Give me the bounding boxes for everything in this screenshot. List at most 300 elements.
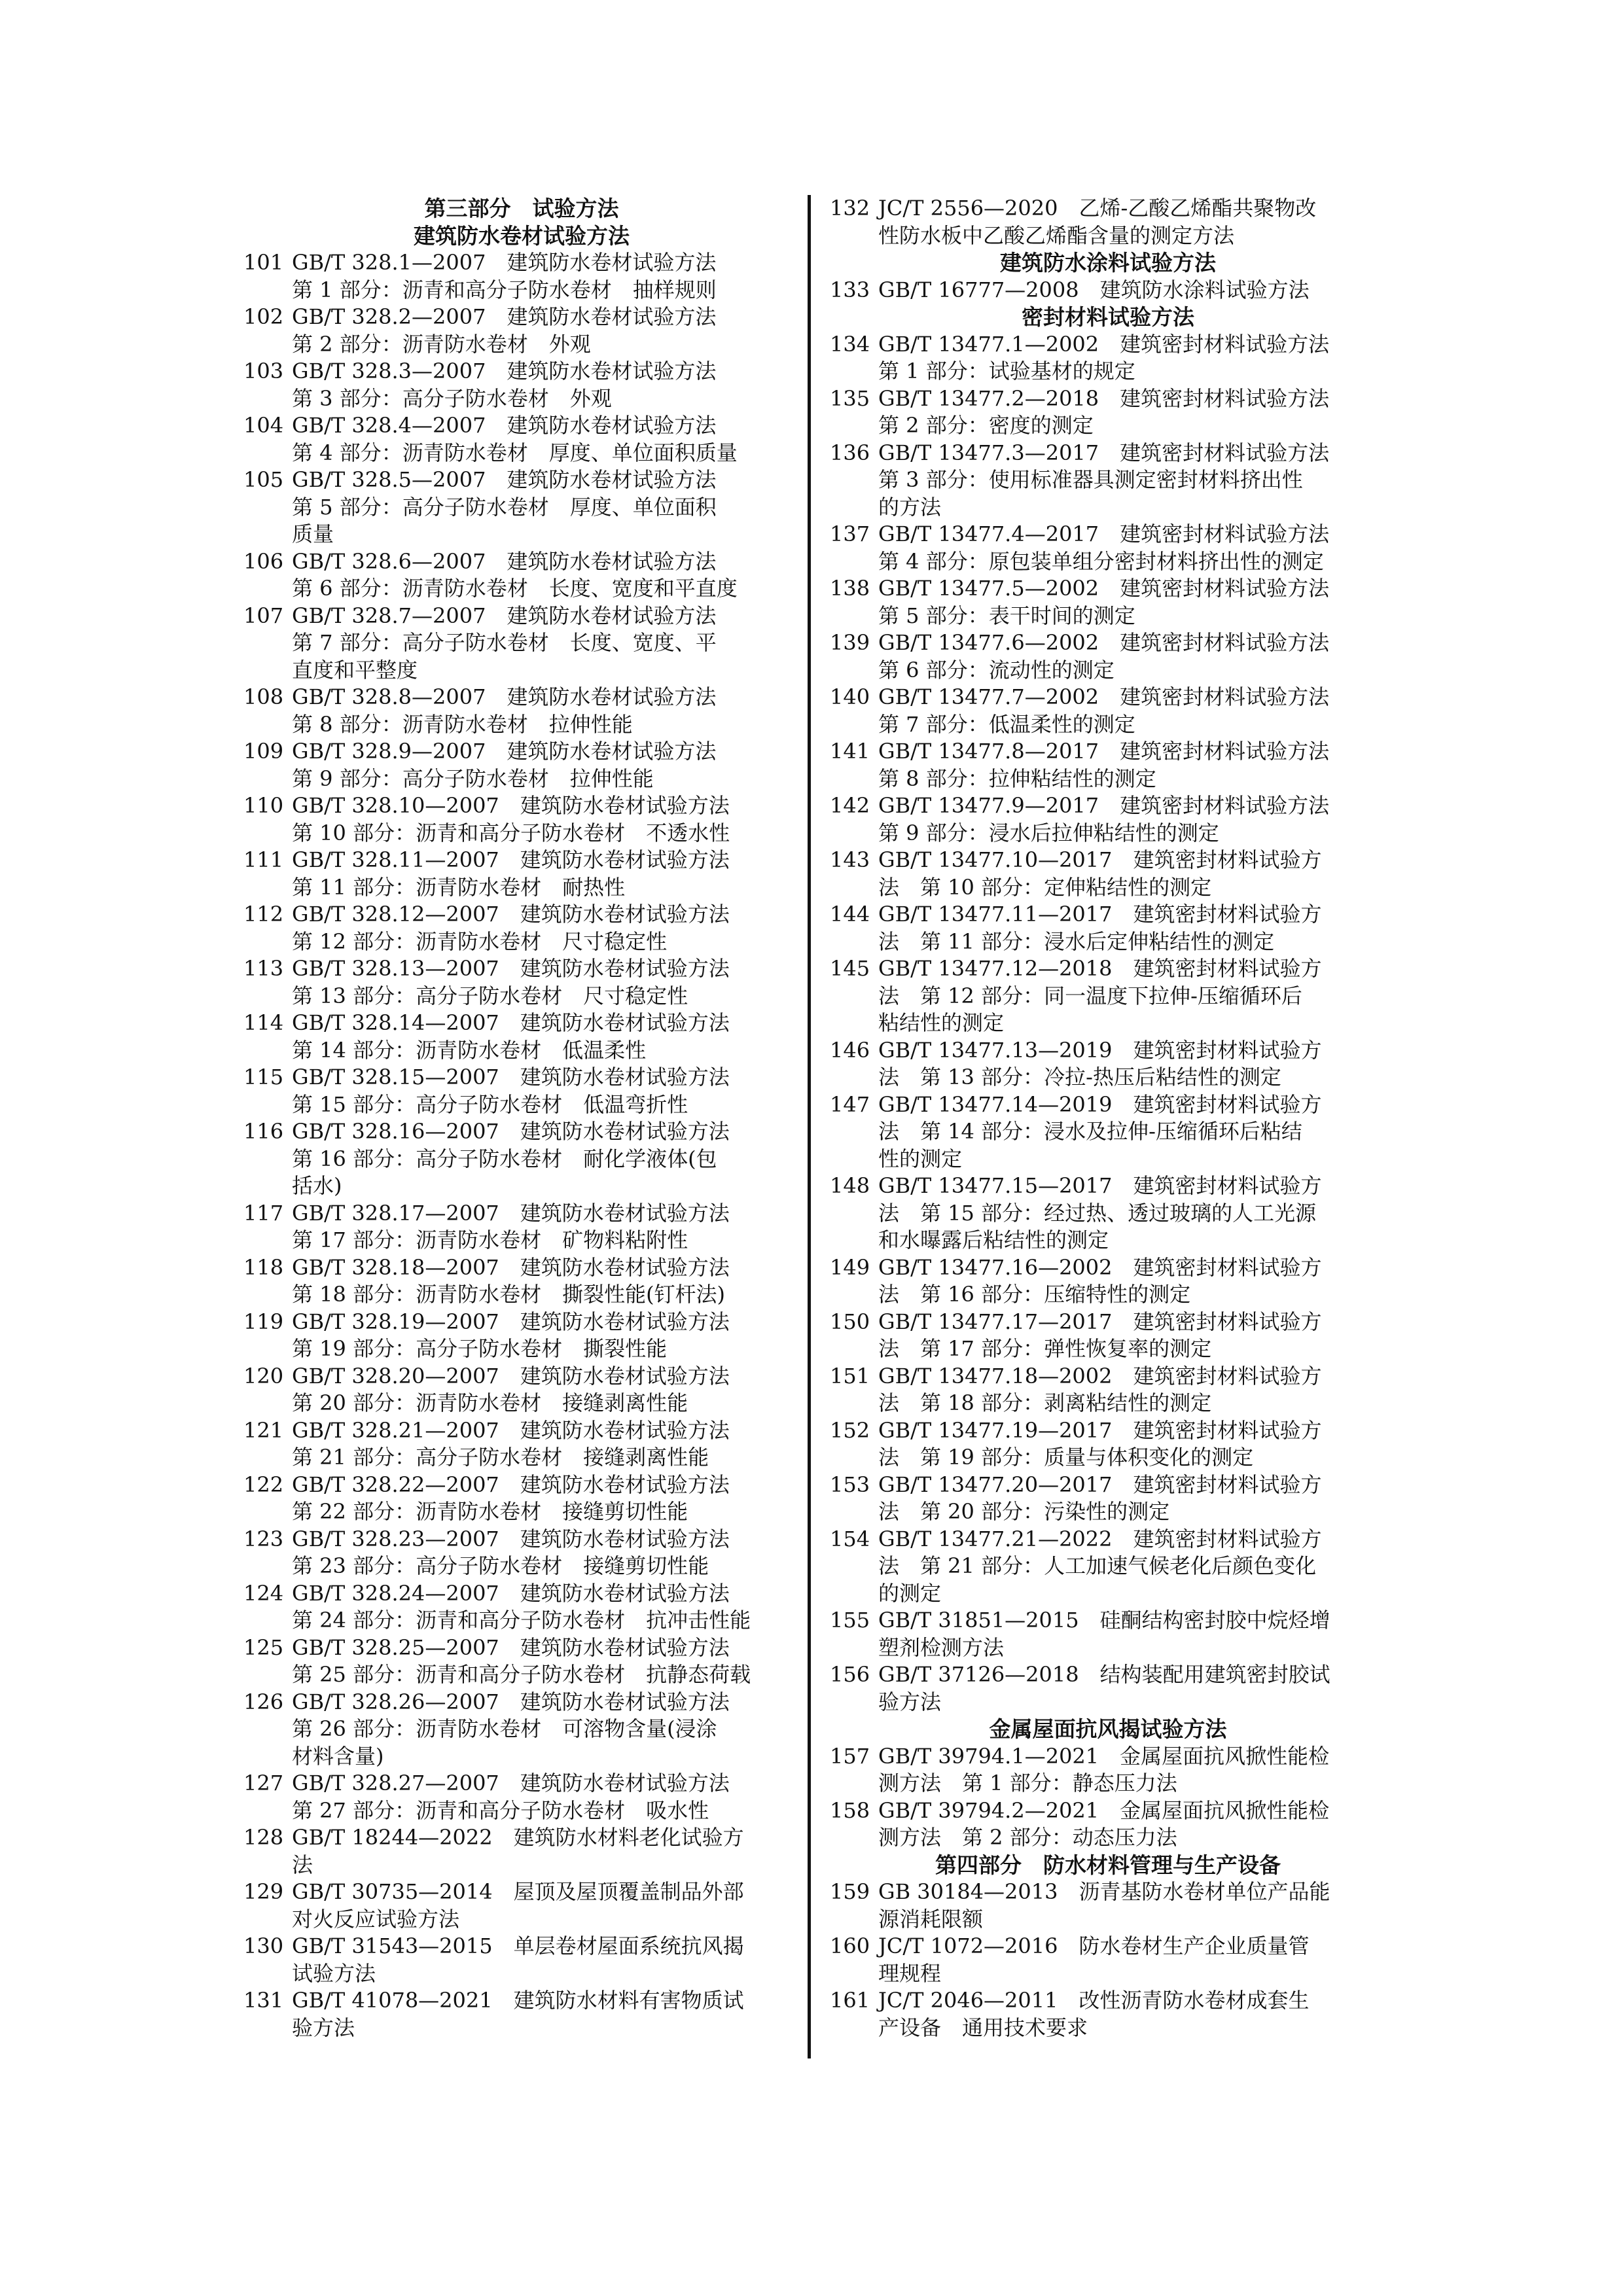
entry-line: GB/T 13477.16—2002 建筑密封材料试验方: [878, 1254, 1322, 1280]
standard-entry: [243, 955, 800, 1010]
entry-line: GB/T 39794.1—2021 金属屋面抗风掀性能检: [878, 1743, 1330, 1769]
entry-text: [878, 331, 1386, 385]
standard-entry: [243, 1064, 800, 1118]
entry-text: [878, 385, 1386, 440]
standard-entry: [830, 1472, 1386, 1526]
entry-text: [878, 195, 1386, 249]
entry-line: 第 26 部分：沥青防水卷材 可溶物含量(浸涂: [292, 1716, 717, 1741]
standard-entry: [243, 1417, 800, 1472]
entry-number: 129: [243, 1879, 284, 1904]
entry-number: 103: [243, 359, 284, 383]
entry-line: 第 7 部分：高分子防水卷材 长度、宽度、平: [292, 630, 717, 655]
entry-number: 147: [830, 1091, 870, 1117]
entry-line: 法 第 12 部分：同一温度下拉伸-压缩循环后: [878, 983, 1302, 1008]
entry-number: 143: [830, 847, 870, 872]
standard-entry: [243, 901, 800, 955]
entry-number: 114: [243, 1010, 284, 1035]
entry-line: GB/T 328.1—2007 建筑防水卷材试验方法: [292, 250, 717, 275]
entry-number: 104: [243, 413, 284, 438]
standard-entry: [830, 1879, 1386, 1933]
entry-number: 156: [830, 1662, 870, 1687]
entry-text: [878, 1933, 1386, 1987]
standard-entry: [830, 1309, 1386, 1363]
entry-line: 试验方法: [292, 1960, 376, 1986]
entry-number: 159: [830, 1879, 870, 1904]
entry-line: 第 27 部分：沥青和高分子防水卷材 吸水性: [292, 1797, 709, 1823]
entry-line: JC/T 1072—2016 防水卷材生产企业质量管: [878, 1934, 1310, 1958]
entry-number: 106: [243, 548, 284, 574]
entry-number: 153: [830, 1472, 870, 1497]
section-heading: 密封材料试验方法: [1022, 304, 1194, 330]
right-column: [830, 195, 1386, 2041]
entry-text: [878, 1661, 1386, 1716]
entry-text: [292, 603, 800, 684]
entry-line: GB/T 13477.7—2002 建筑密封材料试验方法: [878, 684, 1330, 709]
entry-number: 127: [243, 1771, 284, 1795]
entry-line: GB/T 13477.9—2017 建筑密封材料试验方法: [878, 793, 1330, 818]
entry-number: 157: [830, 1743, 870, 1769]
entry-line: GB/T 328.25—2007 建筑防水卷材试验方法: [292, 1634, 730, 1660]
standard-entry: [243, 1580, 800, 1634]
entry-line: 法 第 15 部分：经过热、透过玻璃的人工光源: [878, 1200, 1317, 1226]
entry-line: GB/T 13477.2—2018 建筑密封材料试验方法: [878, 385, 1330, 411]
entry-number: 112: [243, 902, 284, 927]
entry-line: 法 第 21 部分：人工加速气候老化后颜色变化: [878, 1553, 1317, 1578]
standard-entry: [830, 847, 1386, 901]
entry-number: 134: [830, 331, 870, 357]
entry-line: 验方法: [292, 2015, 355, 2040]
entry-line: GB 30184—2013 沥青基防水卷材单位产品能: [878, 1879, 1330, 1904]
entry-number: 121: [243, 1417, 284, 1443]
standard-entry: [830, 629, 1386, 684]
entry-text: [878, 1526, 1386, 1608]
entry-line: GB/T 13477.20—2017 建筑密封材料试验方: [878, 1472, 1322, 1497]
entry-line: GB/T 328.18—2007 建筑防水卷材试验方法: [292, 1254, 730, 1280]
entry-text: [292, 955, 800, 1010]
entry-number: 144: [830, 902, 870, 927]
entry-line: 第 15 部分：高分子防水卷材 低温弯折性: [292, 1091, 688, 1117]
entry-line: 第 4 部分：原包装单组分密封材料挤出性的测定: [878, 548, 1324, 574]
entry-text: [878, 1173, 1386, 1254]
entry-line: GB/T 328.6—2007 建筑防水卷材试验方法: [292, 548, 717, 574]
entry-line: 第 7 部分：低温柔性的测定: [878, 711, 1135, 737]
entry-line: 第 22 部分：沥青防水卷材 接缝剪切性能: [292, 1499, 688, 1524]
entry-line: 质量: [292, 521, 334, 546]
entry-number: 145: [830, 956, 870, 981]
entry-text: [292, 304, 800, 358]
entry-text: [292, 1200, 800, 1254]
entry-line: 第 16 部分：高分子防水卷材 耐化学液体(包: [292, 1146, 717, 1171]
entry-line: GB/T 328.21—2007 建筑防水卷材试验方法: [292, 1417, 730, 1443]
left-column: [243, 195, 800, 2041]
entry-text: [292, 1770, 800, 1824]
entry-line: GB/T 16777—2008 建筑防水涂料试验方法: [878, 277, 1310, 302]
standard-entry: [830, 1173, 1386, 1254]
standard-entry: [830, 1933, 1386, 1987]
entry-line: GB/T 328.22—2007 建筑防水卷材试验方法: [292, 1472, 730, 1497]
entry-text: [292, 1010, 800, 1064]
entry-line: GB/T 328.27—2007 建筑防水卷材试验方法: [292, 1771, 730, 1795]
entry-number: 101: [243, 250, 284, 275]
entry-line: JC/T 2046—2011 改性沥青防水卷材成套生: [878, 1988, 1310, 2013]
standard-entry: [830, 1607, 1386, 1661]
standard-entry: [830, 1987, 1386, 2041]
entry-text: [292, 1309, 800, 1363]
entry-number: 161: [830, 1988, 870, 2013]
entry-line: 第 20 部分：沥青防水卷材 接缝剥离性能: [292, 1390, 688, 1415]
standard-entry: [243, 1526, 800, 1580]
entry-line: 法 第 13 部分：冷拉-热压后粘结性的测定: [878, 1065, 1281, 1089]
entry-line: GB/T 328.17—2007 建筑防水卷材试验方法: [292, 1200, 730, 1226]
entry-line: 和水曝露后粘结性的测定: [878, 1227, 1109, 1252]
entry-text: [292, 1879, 800, 1933]
entry-line: 第 3 部分：使用标准器具测定密封材料挤出性: [878, 467, 1303, 492]
entry-line: GB/T 328.5—2007 建筑防水卷材试验方法: [292, 467, 717, 492]
entry-text: [878, 277, 1386, 304]
entry-text: [292, 1634, 800, 1689]
standard-entry: [243, 1824, 800, 1879]
entry-line: GB/T 13477.17—2017 建筑密封材料试验方: [878, 1309, 1322, 1334]
entry-number: 152: [830, 1417, 870, 1443]
entry-text: [292, 1933, 800, 1987]
entry-line: 材料含量): [292, 1743, 384, 1769]
entry-number: 122: [243, 1472, 284, 1497]
entry-line: GB/T 30735—2014 屋顶及屋顶覆盖制品外部: [292, 1879, 744, 1904]
standard-entry: [830, 331, 1386, 385]
entry-number: 132: [830, 196, 870, 221]
standard-entry: [830, 1661, 1386, 1716]
entry-line: 第 5 部分：表干时间的测定: [878, 603, 1135, 628]
entry-line: GB/T 328.23—2007 建筑防水卷材试验方法: [292, 1526, 730, 1551]
entry-line: GB/T 328.9—2007 建筑防水卷材试验方法: [292, 739, 717, 764]
standard-entry: [243, 1770, 800, 1824]
entry-text: [292, 1064, 800, 1118]
entry-line: GB/T 328.13—2007 建筑防水卷材试验方法: [292, 956, 730, 981]
entry-text: [878, 1309, 1386, 1363]
entry-line: 第 21 部分：高分子防水卷材 接缝剥离性能: [292, 1445, 709, 1470]
entry-line: GB/T 328.26—2007 建筑防水卷材试验方法: [292, 1689, 730, 1714]
entry-line: 第 24 部分：沥青和高分子防水卷材 抗冲击性能: [292, 1608, 751, 1633]
entry-line: 法 第 11 部分：浸水后定伸粘结性的测定: [878, 928, 1275, 954]
entry-text: [292, 412, 800, 467]
entry-line: 理规程: [878, 1960, 942, 1986]
entry-number: 117: [243, 1200, 284, 1226]
entry-number: 139: [830, 630, 870, 655]
column-divider: [808, 195, 811, 2058]
standard-entry: [830, 1797, 1386, 1852]
entry-text: [292, 1254, 800, 1309]
entry-number: 142: [830, 793, 870, 818]
standard-entry: [830, 1037, 1386, 1091]
entry-line: 第 14 部分：沥青防水卷材 低温柔性: [292, 1037, 647, 1063]
entry-line: 第 6 部分：流动性的测定: [878, 657, 1115, 682]
standard-entry: [830, 440, 1386, 521]
section-heading: 建筑防水涂料试验方法: [1000, 250, 1216, 275]
entry-number: 155: [830, 1608, 870, 1633]
entry-line: GB/T 328.19—2007 建筑防水卷材试验方法: [292, 1309, 730, 1334]
entry-text: [292, 738, 800, 792]
standard-entry: [243, 738, 800, 792]
entry-line: 第 25 部分：沥青和高分子防水卷材 抗静态荷载: [292, 1662, 751, 1687]
entry-text: [292, 1118, 800, 1200]
entry-number: 119: [243, 1309, 284, 1334]
entry-line: GB/T 13477.8—2017 建筑密封材料试验方法: [878, 739, 1330, 764]
standard-entry: [243, 1987, 800, 2041]
entry-text: [878, 1417, 1386, 1472]
entry-line: GB/T 13477.13—2019 建筑密封材料试验方: [878, 1037, 1322, 1063]
entry-text: [878, 440, 1386, 521]
entry-text: [878, 575, 1386, 629]
entry-line: 第 1 部分：试验基材的规定: [878, 359, 1135, 383]
entry-line: 法 第 19 部分：质量与体积变化的测定: [878, 1445, 1254, 1470]
entry-line: GB/T 13477.19—2017 建筑密封材料试验方: [878, 1417, 1322, 1443]
entry-number: 133: [830, 277, 870, 302]
standard-entry: [830, 521, 1386, 575]
entry-number: 128: [243, 1825, 284, 1850]
entry-line: GB/T 328.11—2007 建筑防水卷材试验方法: [292, 847, 730, 872]
entry-line: 第 13 部分：高分子防水卷材 尺寸稳定性: [292, 983, 688, 1008]
entry-line: 第 10 部分：沥青和高分子防水卷材 不透水性: [292, 820, 730, 845]
entry-line: GB/T 328.12—2007 建筑防水卷材试验方法: [292, 902, 730, 927]
standard-entry: [243, 304, 800, 358]
standard-entry: [243, 548, 800, 603]
standard-entry: [243, 1472, 800, 1526]
standard-entry: [243, 1254, 800, 1309]
entry-number: 137: [830, 521, 870, 546]
entry-number: 111: [243, 847, 284, 872]
entry-text: [878, 521, 1386, 575]
entry-number: 123: [243, 1526, 284, 1551]
entry-line: 第 2 部分：沥青防水卷材 外观: [292, 331, 591, 357]
entry-line: 第 2 部分：密度的测定: [878, 413, 1094, 438]
standard-entry: [243, 603, 800, 684]
entry-number: 105: [243, 467, 284, 492]
entry-number: 131: [243, 1988, 284, 2013]
standard-entry: [830, 901, 1386, 955]
standard-entry: [243, 684, 800, 738]
entry-line: 法 第 16 部分：压缩特性的测定: [878, 1282, 1191, 1307]
standard-entry: [830, 1526, 1386, 1608]
entry-line: GB/T 31851—2015 硅酮结构密封胶中烷烃增: [878, 1608, 1330, 1633]
entry-line: GB/T 328.8—2007 建筑防水卷材试验方法: [292, 684, 717, 709]
entry-line: 对火反应试验方法: [292, 1906, 460, 1932]
standard-entry: [243, 358, 800, 412]
entry-line: 法: [292, 1852, 313, 1877]
entry-number: 138: [830, 576, 870, 601]
entry-number: 149: [830, 1254, 870, 1280]
standard-entry: [243, 1010, 800, 1064]
entry-text: [292, 1824, 800, 1879]
standard-entry: [243, 792, 800, 847]
standard-entry: [830, 1363, 1386, 1417]
entry-line: GB/T 13477.6—2002 建筑密封材料试验方法: [878, 630, 1330, 655]
entry-number: 107: [243, 603, 284, 628]
entry-line: 第 8 部分：拉伸粘结性的测定: [878, 766, 1156, 791]
standard-entry: [830, 1254, 1386, 1309]
entry-line: 产设备 通用技术要求: [878, 2015, 1088, 2040]
entry-number: 110: [243, 793, 284, 818]
entry-line: GB/T 328.3—2007 建筑防水卷材试验方法: [292, 359, 717, 383]
entry-line: GB/T 13477.1—2002 建筑密封材料试验方法: [878, 331, 1330, 357]
entry-number: 151: [830, 1363, 870, 1388]
entry-number: 126: [243, 1689, 284, 1714]
standard-entry: [243, 249, 800, 304]
entry-line: 法 第 20 部分：污染性的测定: [878, 1499, 1170, 1524]
entry-line: 第 17 部分：沥青防水卷材 矿物料粘附性: [292, 1227, 688, 1252]
entry-number: 124: [243, 1580, 284, 1606]
entry-number: 140: [830, 684, 870, 709]
entry-text: [878, 1987, 1386, 2041]
entry-line: 测方法 第 2 部分：动态压力法: [878, 1825, 1177, 1850]
entry-line: GB/T 37126—2018 结构装配用建筑密封胶试: [878, 1662, 1330, 1687]
entry-line: 第 19 部分：高分子防水卷材 撕裂性能: [292, 1336, 668, 1361]
entry-line: 第 4 部分：沥青防水卷材 厚度、单位面积质量: [292, 440, 738, 465]
standard-entry: [243, 1363, 800, 1417]
entry-text: [292, 249, 800, 304]
entry-line: GB/T 39794.2—2021 金属屋面抗风掀性能检: [878, 1797, 1330, 1823]
entry-line: 法 第 17 部分：弹性恢复率的测定: [878, 1336, 1212, 1361]
standard-entry: [830, 1743, 1386, 1797]
standard-entry: [243, 467, 800, 548]
entry-line: 第 5 部分：高分子防水卷材 厚度、单位面积: [292, 494, 717, 520]
standard-entry: [830, 792, 1386, 847]
standard-entry: [830, 738, 1386, 792]
standard-entry: [243, 412, 800, 467]
entry-line: 直度和平整度: [292, 657, 418, 682]
standard-entry: [243, 847, 800, 901]
entry-number: 146: [830, 1037, 870, 1063]
entry-text: [878, 684, 1386, 738]
entry-line: 括水): [292, 1173, 342, 1198]
entry-text: [292, 1987, 800, 2041]
entry-line: 第 11 部分：沥青防水卷材 耐热性: [292, 874, 626, 900]
standard-entry: [243, 1634, 800, 1689]
entry-number: 135: [830, 385, 870, 411]
entry-line: GB/T 13477.5—2002 建筑密封材料试验方法: [878, 576, 1330, 601]
entry-line: 第 23 部分：高分子防水卷材 接缝剪切性能: [292, 1553, 709, 1578]
entry-text: [878, 738, 1386, 792]
entry-number: 141: [830, 739, 870, 764]
entry-line: 第 18 部分：沥青防水卷材 撕裂性能(钉杆法): [292, 1282, 726, 1307]
entry-line: GB/T 13477.3—2017 建筑密封材料试验方法: [878, 440, 1330, 465]
entry-text: [292, 1580, 800, 1634]
entry-text: [878, 1797, 1386, 1852]
entry-line: 第 1 部分：沥青和高分子防水卷材 抽样规则: [292, 277, 717, 302]
section-heading: 第三部分 试验方法: [424, 196, 619, 221]
entry-text: [878, 1879, 1386, 1933]
section-heading: 第四部分 防水材料管理与生产设备: [935, 1852, 1281, 1878]
entry-line: 第 12 部分：沥青防水卷材 尺寸稳定性: [292, 928, 668, 954]
entry-text: [878, 1472, 1386, 1526]
entry-number: 118: [243, 1254, 284, 1280]
entry-line: 法 第 10 部分：定伸粘结性的测定: [878, 874, 1212, 900]
entry-number: 102: [243, 304, 284, 329]
entry-number: 113: [243, 956, 284, 981]
entry-line: 验方法: [878, 1689, 942, 1714]
entry-number: 130: [243, 1934, 284, 1958]
entry-line: 的测定: [878, 1580, 942, 1606]
entry-text: [878, 1091, 1386, 1173]
entry-text: [292, 901, 800, 955]
entry-line: GB/T 328.4—2007 建筑防水卷材试验方法: [292, 413, 717, 438]
standard-entry: [830, 385, 1386, 440]
entry-line: 第 8 部分：沥青防水卷材 拉伸性能: [292, 711, 633, 737]
entry-line: 粘结性的测定: [878, 1010, 1005, 1035]
entry-line: JC/T 2556—2020 乙烯-乙酸乙烯酯共聚物改: [878, 196, 1317, 221]
entry-number: 109: [243, 739, 284, 764]
entry-line: 法 第 18 部分：剥离粘结性的测定: [878, 1390, 1212, 1415]
standard-entry: [243, 1118, 800, 1200]
entry-text: [292, 548, 800, 603]
entry-line: 测方法 第 1 部分：静态压力法: [878, 1771, 1177, 1795]
entry-line: 塑剂检测方法: [878, 1634, 1005, 1660]
entry-text: [878, 792, 1386, 847]
entry-line: GB/T 13477.4—2017 建筑密封材料试验方法: [878, 521, 1330, 546]
entry-line: 第 6 部分：沥青防水卷材 长度、宽度和平直度: [292, 576, 738, 601]
entry-text: [292, 684, 800, 738]
standard-entry: [243, 1309, 800, 1363]
entry-number: 148: [830, 1173, 870, 1198]
entry-line: GB/T 328.14—2007 建筑防水卷材试验方法: [292, 1010, 730, 1035]
entry-text: [878, 1743, 1386, 1797]
entry-line: GB/T 13477.10—2017 建筑密封材料试验方: [878, 847, 1322, 872]
entry-line: GB/T 31543—2015 单层卷材屋面系统抗风揭: [292, 1934, 744, 1958]
entry-line: GB/T 328.2—2007 建筑防水卷材试验方法: [292, 304, 717, 329]
standard-entry: [243, 1200, 800, 1254]
entry-line: GB/T 328.15—2007 建筑防水卷材试验方法: [292, 1065, 730, 1089]
entry-text: [878, 1607, 1386, 1661]
entry-text: [878, 955, 1386, 1037]
standard-entry: [830, 684, 1386, 738]
entry-line: GB/T 328.10—2007 建筑防水卷材试验方法: [292, 793, 730, 818]
entry-text: [878, 1037, 1386, 1091]
entry-line: GB/T 13477.11—2017 建筑密封材料试验方: [878, 902, 1322, 927]
entry-line: GB/T 13477.12—2018 建筑密封材料试验方: [878, 956, 1322, 981]
standard-entry: [830, 277, 1386, 304]
entry-text: [292, 792, 800, 847]
entry-number: 160: [830, 1934, 870, 1958]
entry-text: [292, 467, 800, 548]
entry-text: [292, 1363, 800, 1417]
entry-text: [878, 901, 1386, 955]
entry-number: 120: [243, 1363, 284, 1388]
section-heading: 金属屋面抗风揭试验方法: [989, 1716, 1227, 1742]
entry-line: 的方法: [878, 494, 942, 520]
standard-entry: [830, 195, 1386, 249]
entry-text: [878, 1254, 1386, 1309]
entry-line: 性防水板中乙酸乙烯酯含量的测定方法: [878, 222, 1235, 248]
entry-number: 108: [243, 684, 284, 709]
standard-entry: [830, 955, 1386, 1037]
entry-line: 第 9 部分：浸水后拉伸粘结性的测定: [878, 820, 1219, 845]
entry-number: 158: [830, 1797, 870, 1823]
entry-number: 115: [243, 1065, 284, 1089]
entry-line: GB/T 328.20—2007 建筑防水卷材试验方法: [292, 1363, 730, 1388]
section-heading: 建筑防水卷材试验方法: [414, 222, 630, 249]
entry-line: 源消耗限额: [878, 1906, 984, 1932]
entry-text: [292, 1417, 800, 1472]
entry-text: [292, 1526, 800, 1580]
entry-text: [292, 1472, 800, 1526]
entry-line: GB/T 18244—2022 建筑防水材料老化试验方: [292, 1825, 744, 1850]
entry-line: GB/T 13477.15—2017 建筑密封材料试验方: [878, 1173, 1322, 1198]
entry-line: GB/T 328.7—2007 建筑防水卷材试验方法: [292, 603, 717, 628]
entry-line: 性的测定: [878, 1146, 963, 1171]
standard-entry: [830, 1417, 1386, 1472]
standard-entry: [243, 1879, 800, 1933]
entry-text: [878, 847, 1386, 901]
standard-entry: [243, 1689, 800, 1771]
